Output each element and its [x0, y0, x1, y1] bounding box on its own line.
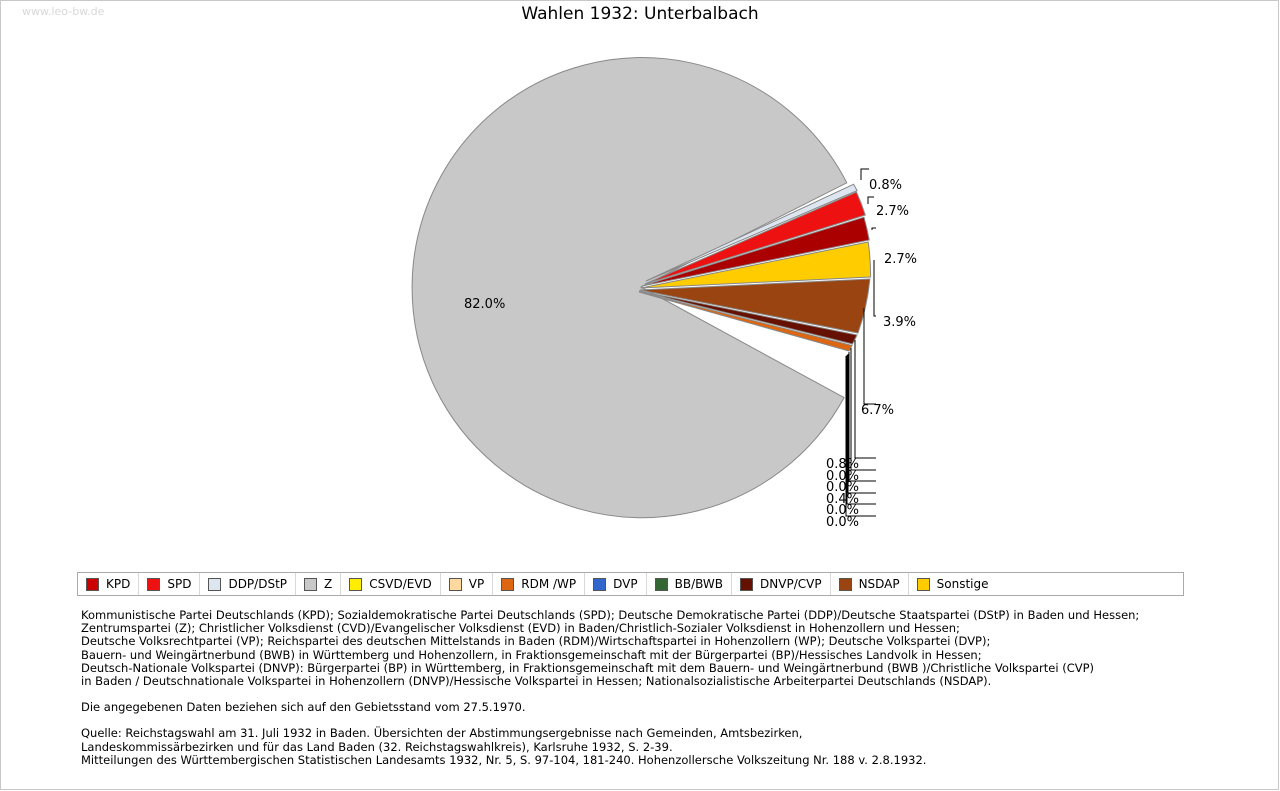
note-line-4: Bauern- und Weingärtnerbund (BWB) in Württemberg und Hohenzollern, in Fraktionsgemeinschaft mit der Bürgerpartei (BP)/Hessisches Landvolk in Hessen; — [81, 647, 982, 662]
callout-3: 3.9% — [883, 315, 917, 330]
legend-swatch-vp — [449, 578, 462, 591]
legend-swatch-kpd — [86, 578, 99, 591]
note-line-7: Die angegebenen Daten beziehen sich auf den Gebietsstand vom 27.5.1970. — [81, 700, 526, 715]
legend-item-rdm[interactable] — [493, 573, 585, 595]
slice-value-z: 82.0% — [464, 297, 506, 312]
note-line-3: Deutsche Volksrechtpartei (VP); Reichspartei des deutschen Mittelstands in Baden (RDM)/Wirtschaftspartei in Hohenzollern (WP); Deutsche Volkspartei (DVP); — [81, 634, 991, 649]
callout-7: 0.0% — [826, 480, 860, 495]
legend-item-kpd[interactable] — [78, 573, 139, 595]
legend-label-dnvp: DNVP/CVP — [760, 577, 822, 591]
legend-swatch-ddp — [208, 578, 221, 591]
legend-label-ddp: DDP/DStP — [228, 577, 288, 591]
note-line-9: Landeskommissärbezirken und für das Land Baden (32. Reichstagswahlkreis), Karlsruhe 1932, S. 2-39. — [81, 739, 673, 754]
legend-swatch-csvd — [349, 578, 362, 591]
legend-item-vp[interactable] — [441, 573, 493, 595]
watermark: www.leo-bw.de — [22, 5, 105, 18]
legend-swatch-rdm — [501, 578, 514, 591]
legend-swatch-dnvp — [740, 578, 753, 591]
note-line-2: Zentrumspartei (Z); Christlicher Volksdienst (CVD)/Evangelischer Volksdienst (EVD) in Baden/Christlich-Sozialer Volksdienst in Hohenzollern und Hessen; — [81, 621, 960, 636]
legend-label-nsdap: NSDAP — [858, 577, 900, 591]
note-line-5: Deutsch-Nationale Volkspartei (DNVP): Bürgerpartei (BP) in Württemberg, in Fraktionsgemeinschaft mit dem Bauern- und Weingärtnerbund (BWB )/Christliche Volkspartei (CVP) — [81, 660, 1095, 675]
callout-1: 2.7% — [876, 204, 910, 219]
legend-swatch-dvp — [593, 578, 606, 591]
legend-label-z: Z — [324, 577, 333, 591]
note-line-8: Quelle: Reichstagswahl am 31. Juli 1932 in Baden. Übersichten der Abstimmungsergebnisse nach Gemeinden, Amtsbezirken, — [81, 726, 803, 741]
callout-4: 6.7% — [861, 403, 895, 418]
legend-item-sonstige[interactable] — [909, 573, 997, 595]
note-line-6: in Baden / Deutschnationale Volkspartei in Hohenzollern (DNVP)/Hessische Volkspartei in Hessen; Nationalsozialistische Arbeiterpartei Deutschlands (NSDAP). — [81, 674, 992, 689]
callout-6: 0.0% — [826, 469, 860, 484]
pie-slices — [412, 58, 871, 518]
legend-swatch-spd — [147, 578, 160, 591]
legend-label-kpd: KPD — [106, 577, 131, 591]
legend-label-spd: SPD — [167, 577, 192, 591]
legend-item-nsdap[interactable] — [831, 573, 909, 595]
legend-swatch-z — [304, 578, 317, 591]
footnotes — [81, 609, 1211, 767]
legend-label-vp: VP — [468, 577, 485, 591]
callout-8: 0.4% — [826, 492, 860, 507]
legend-swatch-nsdap — [839, 578, 852, 591]
callout-0: 0.8% — [869, 178, 903, 193]
callout-2: 2.7% — [884, 252, 918, 267]
legend-item-z[interactable] — [296, 573, 341, 595]
legend-item-spd[interactable] — [139, 573, 200, 595]
legend-label-csvd: CSVD/EVD — [369, 577, 432, 591]
callout-5: 0.8% — [826, 457, 860, 472]
legend-label-dvp: DVP — [613, 577, 638, 591]
legend-label-bbbwb: BB/BWB — [674, 577, 724, 591]
callout-9: 0.0% — [826, 503, 860, 518]
page-title: Wahlen 1932: Unterbalbach — [521, 4, 759, 24]
legend-item-dnvp[interactable] — [732, 573, 831, 595]
legend-swatch-sonstige — [917, 578, 930, 591]
note-line-1: Kommunistische Partei Deutschlands (KPD); Sozialdemokratische Partei Deutschlands (SPD); Deutsche Demokratische Partei (DDP)/Deutsche Staatspartei (DStP) in Baden und Hessen; — [81, 608, 1140, 622]
legend-item-dvp[interactable] — [585, 573, 646, 595]
legend-item-csvd[interactable] — [341, 573, 441, 595]
legend-label-rdm: RDM /WP — [521, 577, 577, 591]
legend-label-sonstige: Sonstige — [936, 577, 989, 591]
legend-item-ddp[interactable] — [200, 573, 296, 595]
legend-swatch-bbbwb — [655, 578, 668, 591]
legend-item-bbbwb[interactable] — [647, 573, 732, 595]
pie-svg — [406, 52, 876, 522]
callout-10: 0.0% — [826, 515, 860, 530]
pie-chart — [406, 52, 918, 530]
note-line-10: Mitteilungen des Württembergischen Statistischen Landesamts 1932, Nr. 5, S. 97-104, 181-240. Hohenzollersche Volkszeitung Nr. 188 v. 2.8.1932. — [81, 752, 927, 767]
legend — [77, 572, 1184, 596]
